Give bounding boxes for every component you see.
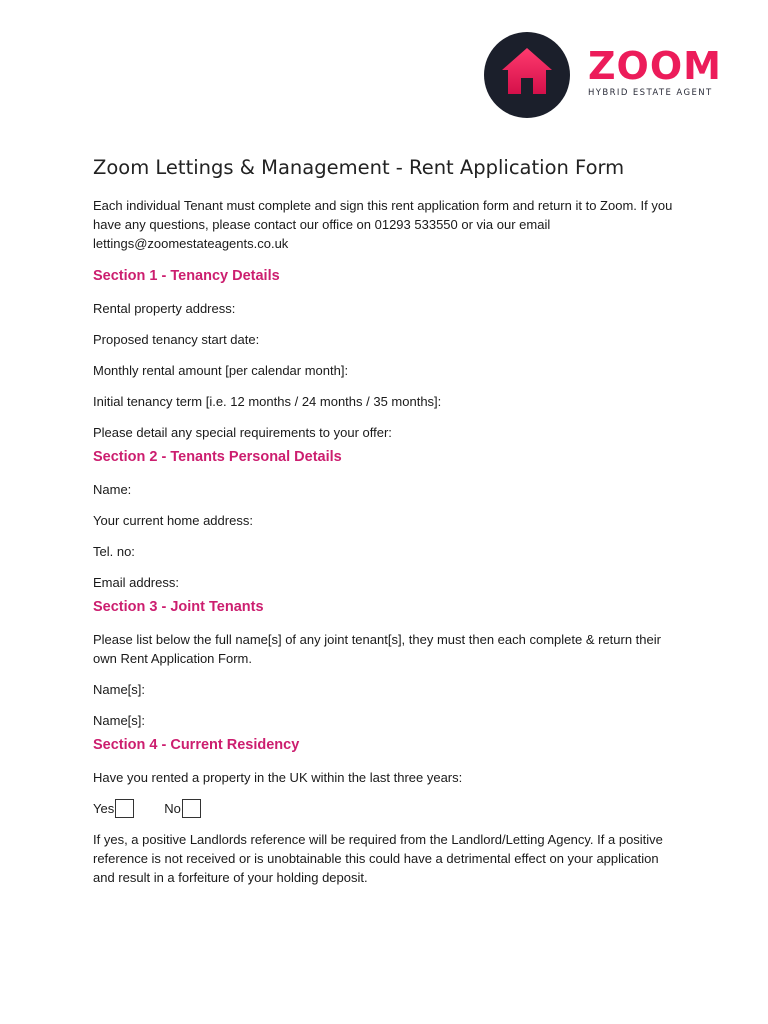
- special-requirements-field[interactable]: Please detail any special requirements to your offer:: [93, 425, 392, 440]
- form-body: [93, 154, 683, 887]
- tenancy-term-field[interactable]: Initial tenancy term [i.e. 12 months / 24 months / 35 months]:: [93, 394, 442, 409]
- page-title: Zoom Lettings & Management - Rent Application Form: [93, 156, 625, 179]
- intro-paragraph: Each individual Tenant must complete and sign this rent application form and return it to Zoom. If you have any questions, please contact our office on 01293 533550 or via our email lettings@zoomestateagents.co.uk: [93, 198, 673, 251]
- logo-wordmark: ZOOM: [588, 44, 722, 88]
- no-checkbox[interactable]: [182, 799, 201, 818]
- yes-label: Yes: [93, 801, 115, 816]
- logo-tagline: HYBRID ESTATE AGENT: [588, 88, 713, 98]
- house-icon: [484, 32, 570, 118]
- name-field[interactable]: Name:: [93, 482, 132, 497]
- home-address-field[interactable]: Your current home address:: [93, 513, 253, 528]
- tel-field[interactable]: Tel. no:: [93, 544, 135, 559]
- monthly-rent-field[interactable]: Monthly rental amount [per calendar month]:: [93, 363, 349, 378]
- section-2-heading: Section 2 - Tenants Personal Details: [93, 449, 342, 465]
- no-label: No: [164, 801, 181, 816]
- logo-badge: [484, 32, 570, 118]
- section-4-heading: Section 4 - Current Residency: [93, 737, 300, 753]
- reference-note: If yes, a positive Landlords reference will be required from the Landlord/Letting Agency. If a positive reference is not received or is unobtainable this could have a detrimental effect on your application and result in a forfeiture of your holding deposit.: [93, 832, 663, 885]
- rented-uk-question: Have you rented a property in the UK within the last three years:: [93, 770, 463, 785]
- email-field[interactable]: Email address:: [93, 575, 179, 590]
- no-option: [164, 799, 201, 818]
- joint-tenant-names-field-2[interactable]: Name[s]:: [93, 713, 146, 728]
- section-3-heading: Section 3 - Joint Tenants: [93, 599, 264, 615]
- joint-tenant-names-field[interactable]: Name[s]:: [93, 682, 146, 697]
- company-logo: [484, 32, 728, 118]
- yes-checkbox[interactable]: [115, 799, 134, 818]
- section-1-heading: Section 1 - Tenancy Details: [93, 268, 280, 284]
- joint-tenants-description: Please list below the full name[s] of any joint tenant[s], they must then each complete & return their own Rent Application Form.: [93, 632, 661, 666]
- yes-option: [93, 799, 134, 818]
- rented-uk-options: [93, 799, 683, 830]
- tenancy-start-date-field[interactable]: Proposed tenancy start date:: [93, 332, 260, 347]
- rental-address-field[interactable]: Rental property address:: [93, 301, 236, 316]
